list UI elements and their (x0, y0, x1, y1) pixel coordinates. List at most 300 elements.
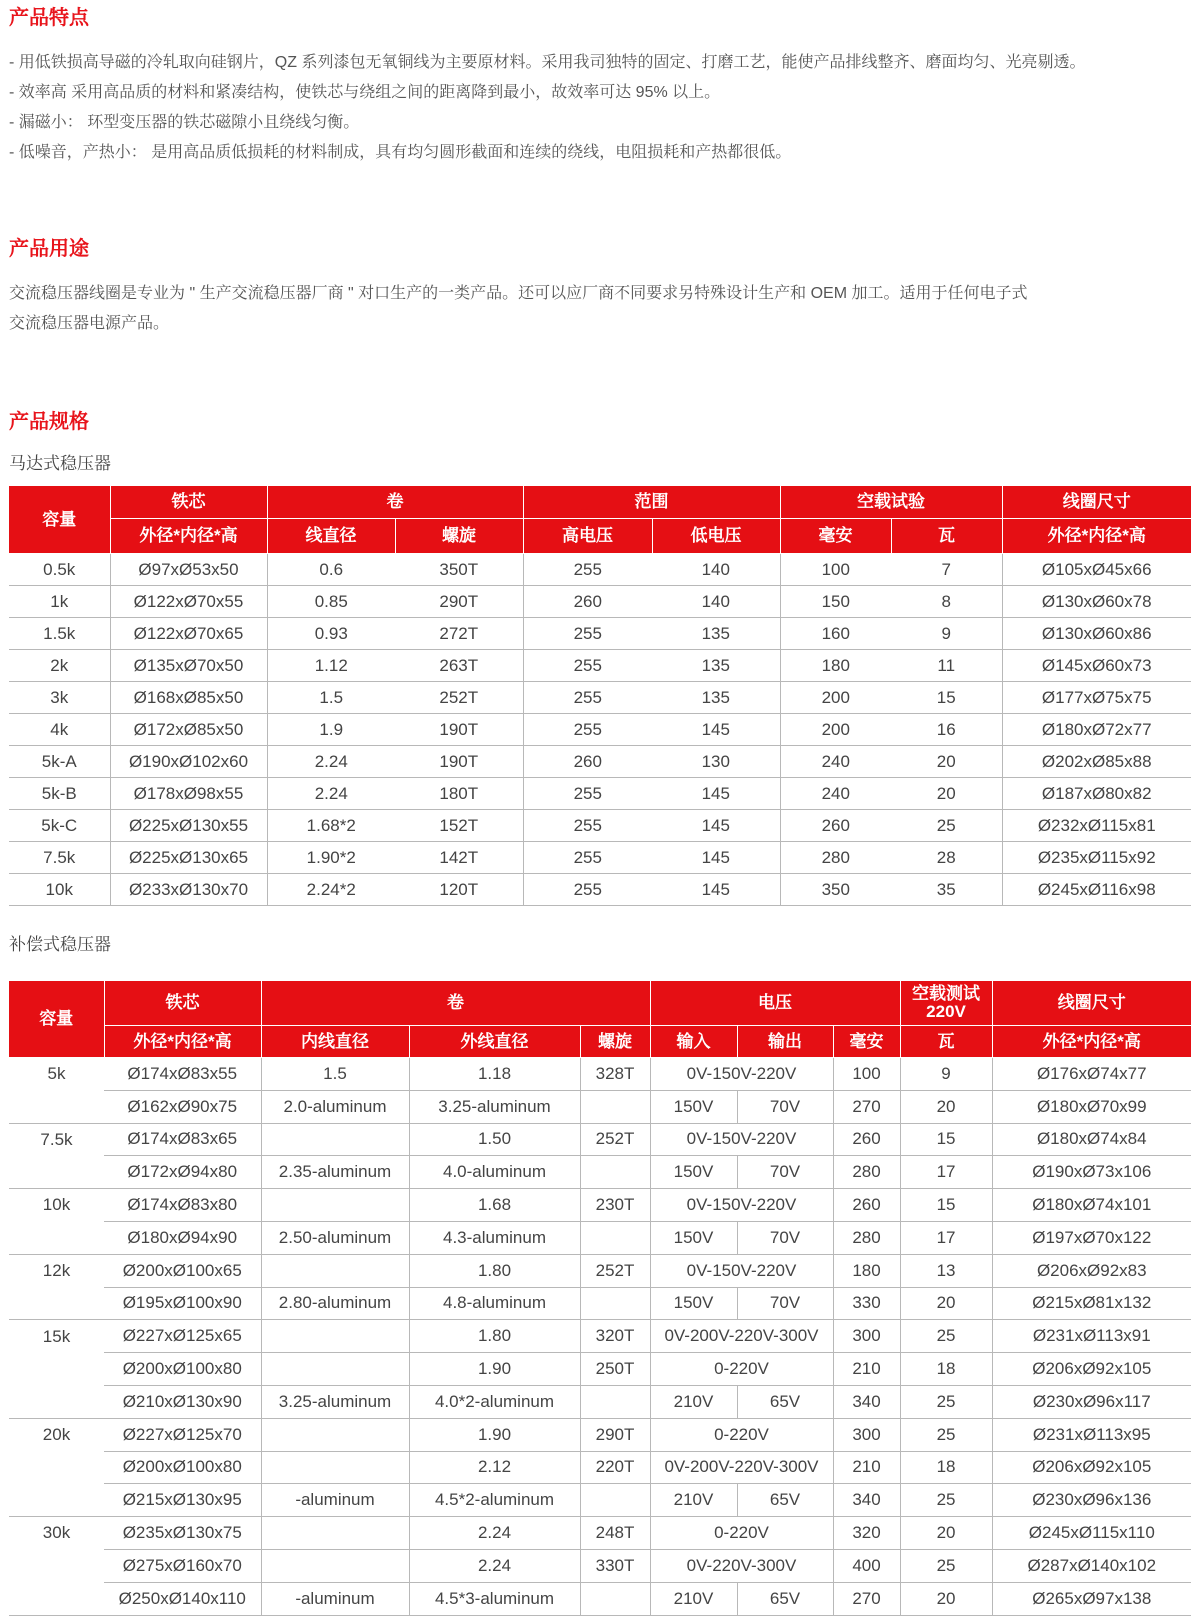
cell-input-voltage: 150V (650, 1221, 737, 1254)
features-title: 产品特点 (9, 7, 89, 29)
cell-low-voltage: 135 (652, 682, 780, 714)
table-row (9, 1156, 1191, 1189)
cell-turns: 252T (395, 682, 523, 714)
th-core: 铁芯 (110, 486, 267, 519)
cell-milliamp: 400 (833, 1549, 900, 1582)
cell-milliamp: 280 (833, 1156, 900, 1189)
cell-capacity: 20k (42, 1424, 71, 1444)
cell-outer-wire: 1.80 (409, 1320, 580, 1353)
motor-regulator-table (9, 486, 1191, 906)
cell-turns: 190T (395, 714, 523, 746)
cell-turns: 290T (580, 1418, 650, 1451)
cell-wire-diameter: 2.24*2 (267, 874, 395, 906)
cell-milliamp: 270 (833, 1090, 900, 1123)
cell-output-voltage: 65V (737, 1582, 833, 1615)
cell-coil-size: Ø105xØ45x66 (1002, 554, 1191, 586)
cell-milliamp: 320 (833, 1517, 900, 1550)
cell-milliamp: 240 (780, 778, 891, 810)
cell-watt: 20 (891, 778, 1002, 810)
cell-coil-size: Ø190xØ73x106 (992, 1156, 1191, 1189)
cell-output-voltage: 65V (737, 1484, 833, 1517)
cell-watt: 9 (900, 1058, 992, 1091)
th2-outer-wire: 外线直径 (409, 1026, 580, 1058)
cell-low-voltage: 140 (652, 554, 780, 586)
cell-milliamp: 300 (833, 1418, 900, 1451)
cell-core-dim: Ø172xØ94x80 (104, 1156, 261, 1189)
cell-capacity: 30k (42, 1523, 71, 1543)
cell-capacity: 7.5k (40, 1129, 73, 1149)
table-row (9, 618, 1191, 650)
cell-capacity: 1.5k (9, 618, 110, 650)
cell-milliamp: 280 (780, 842, 891, 874)
cell-voltage-range: 0-220V (650, 1517, 833, 1550)
cell-watt: 7 (891, 554, 1002, 586)
cell-core-dim: Ø135xØ70x50 (110, 650, 267, 682)
usage-text (9, 279, 1027, 339)
cell-outer-wire: 4.5*3-aluminum (409, 1582, 580, 1615)
th-core-dim: 外径*内径*高 (110, 519, 267, 554)
cell-turns (580, 1090, 650, 1123)
cell-capacity: 7.5k (9, 842, 110, 874)
cell-outer-wire: 4.8-aluminum (409, 1287, 580, 1320)
cell-milliamp: 160 (780, 618, 891, 650)
th-turns: 螺旋 (395, 519, 523, 554)
cell-low-voltage: 145 (652, 842, 780, 874)
features-list (9, 48, 1085, 168)
cell-outer-wire: 1.18 (409, 1058, 580, 1091)
cell-wire-diameter: 1.12 (267, 650, 395, 682)
cell-capacity: 2k (9, 650, 110, 682)
cell-coil-size: Ø197xØ70x122 (992, 1221, 1191, 1254)
cell-inner-wire: -aluminum (261, 1484, 409, 1517)
cell-inner-wire: -aluminum (261, 1582, 409, 1615)
cell-input-voltage: 210V (650, 1582, 737, 1615)
cell-milliamp: 100 (833, 1058, 900, 1091)
cell-coil-size: Ø130xØ60x86 (1002, 618, 1191, 650)
cell-output-voltage: 70V (737, 1156, 833, 1189)
cell-inner-wire: 1.5 (261, 1058, 409, 1091)
compensation-regulator-table (9, 981, 1191, 1616)
cell-core-dim: Ø200xØ100x80 (104, 1451, 261, 1484)
cell-wire-diameter: 0.93 (267, 618, 395, 650)
table-row (9, 1385, 1191, 1418)
cell-watt: 20 (900, 1287, 992, 1320)
cell-watt: 18 (900, 1353, 992, 1386)
cell-milliamp: 260 (833, 1123, 900, 1156)
cell-high-voltage: 255 (523, 650, 652, 682)
cell-coil-size: Ø177xØ75x75 (1002, 682, 1191, 714)
cell-capacity (9, 1484, 104, 1517)
cell-turns: 350T (395, 554, 523, 586)
cell-coil-size: Ø265xØ97x138 (992, 1582, 1191, 1615)
cell-capacity (9, 1385, 104, 1418)
cell-high-voltage: 260 (523, 586, 652, 618)
table-row (9, 1221, 1191, 1254)
cell-coil-size: Ø231xØ113x95 (992, 1418, 1191, 1451)
th-ma: 毫安 (780, 519, 891, 554)
th-size-dim: 外径*内径*高 (1002, 519, 1191, 554)
cell-capacity: 5k-A (9, 746, 110, 778)
specs-title: 产品规格 (9, 411, 89, 433)
th2-capacity: 容量 (9, 981, 104, 1058)
cell-capacity: 10k (42, 1195, 71, 1215)
cell-core-dim: Ø210xØ130x90 (104, 1385, 261, 1418)
cell-watt: 35 (891, 874, 1002, 906)
cell-milliamp: 200 (780, 714, 891, 746)
cell-wire-diameter: 0.6 (267, 554, 395, 586)
cell-turns (580, 1582, 650, 1615)
cell-outer-wire: 1.90 (409, 1418, 580, 1451)
cell-core-dim: Ø162xØ90x75 (104, 1090, 261, 1123)
cell-coil-size: Ø215xØ81x132 (992, 1287, 1191, 1320)
cell-core-dim: Ø168xØ85x50 (110, 682, 267, 714)
cell-capacity: 5k-B (9, 778, 110, 810)
table-row (9, 1189, 1191, 1222)
cell-coil-size: Ø202xØ85x88 (1002, 746, 1191, 778)
cell-turns: 250T (580, 1353, 650, 1386)
cell-turns: 252T (580, 1123, 650, 1156)
cell-capacity (9, 1287, 104, 1320)
cell-high-voltage: 255 (523, 618, 652, 650)
cell-inner-wire: 2.35-aluminum (261, 1156, 409, 1189)
cell-outer-wire: 4.0*2-aluminum (409, 1385, 580, 1418)
cell-high-voltage: 255 (523, 810, 652, 842)
cell-voltage-range: 0-220V (650, 1353, 833, 1386)
cell-high-voltage: 260 (523, 746, 652, 778)
cell-wire-diameter: 0.85 (267, 586, 395, 618)
th2-watt: 瓦 (900, 1026, 992, 1058)
table-row (9, 1090, 1191, 1123)
cell-input-voltage: 210V (650, 1484, 737, 1517)
cell-capacity (9, 1549, 104, 1582)
usage-title: 产品用途 (9, 238, 89, 260)
cell-low-voltage: 145 (652, 874, 780, 906)
cell-milliamp: 340 (833, 1484, 900, 1517)
cell-coil-size: Ø245xØ116x98 (1002, 874, 1191, 906)
table-row (9, 1451, 1191, 1484)
cell-inner-wire (261, 1418, 409, 1451)
cell-milliamp: 260 (833, 1189, 900, 1222)
cell-milliamp: 180 (833, 1254, 900, 1287)
th2-noload-line1: 空载测试 (912, 984, 981, 1003)
cell-watt: 25 (900, 1418, 992, 1451)
cell-turns: 120T (395, 874, 523, 906)
cell-coil-size: Ø230xØ96x117 (992, 1385, 1191, 1418)
cell-capacity: 5k-C (9, 810, 110, 842)
th2-noload (900, 981, 992, 1026)
th2-noload-line2: 220V (926, 1002, 966, 1021)
cell-inner-wire: 2.80-aluminum (261, 1287, 409, 1320)
cell-high-voltage: 255 (523, 682, 652, 714)
cell-output-voltage: 65V (737, 1385, 833, 1418)
cell-milliamp: 150 (780, 586, 891, 618)
th-low-voltage: 低电压 (652, 519, 780, 554)
cell-coil-size: Ø180xØ72x77 (1002, 714, 1191, 746)
cell-high-voltage: 255 (523, 874, 652, 906)
cell-milliamp: 200 (780, 682, 891, 714)
cell-voltage-range: 0V-220V-300V (650, 1549, 833, 1582)
cell-outer-wire: 3.25-aluminum (409, 1090, 580, 1123)
cell-milliamp: 280 (833, 1221, 900, 1254)
th2-turns: 螺旋 (580, 1026, 650, 1058)
th2-core: 铁芯 (104, 981, 261, 1026)
cell-capacity: 15k (42, 1326, 71, 1346)
cell-core-dim: Ø225xØ130x55 (110, 810, 267, 842)
table-row (9, 650, 1191, 682)
cell-wire-diameter: 1.68*2 (267, 810, 395, 842)
cell-inner-wire (261, 1254, 409, 1287)
table-row (9, 682, 1191, 714)
cell-turns: 328T (580, 1058, 650, 1091)
cell-coil-size: Ø145xØ60x73 (1002, 650, 1191, 682)
cell-inner-wire (261, 1320, 409, 1353)
cell-voltage-range: 0V-150V-220V (650, 1254, 833, 1287)
cell-core-dim: Ø97xØ53x50 (110, 554, 267, 586)
cell-input-voltage: 210V (650, 1385, 737, 1418)
cell-turns: 272T (395, 618, 523, 650)
th-high-voltage: 高电压 (523, 519, 652, 554)
cell-high-voltage: 255 (523, 554, 652, 586)
cell-capacity (9, 1090, 104, 1123)
cell-core-dim: Ø195xØ100x90 (104, 1287, 261, 1320)
th2-output: 输出 (737, 1026, 833, 1058)
cell-core-dim: Ø180xØ94x90 (104, 1221, 261, 1254)
feature-line: - 效率高 采用高品质的材料和紧凑结构，使铁芯与绕组之间的距离降到最小，故效率可达 95% 以上。 (9, 84, 721, 101)
cell-inner-wire: 3.25-aluminum (261, 1385, 409, 1418)
table-row (9, 1287, 1191, 1320)
th-size: 线圈尺寸 (1002, 486, 1191, 519)
table-row (9, 1320, 1191, 1353)
cell-capacity: 10k (9, 874, 110, 906)
table-row (9, 1123, 1191, 1156)
cell-low-voltage: 130 (652, 746, 780, 778)
feature-line: - 用低铁损高导磁的冷轧取向硅钢片，QZ 系列漆包无氧铜线为主要原材料。采用我司独特的固定、打磨工艺，能使产品排线整齐、磨面均匀、光亮剔透。 (9, 54, 1086, 71)
cell-core-dim: Ø227xØ125x70 (104, 1418, 261, 1451)
table1-caption: 马达式稳压器 (9, 454, 111, 473)
cell-wire-diameter: 1.9 (267, 714, 395, 746)
cell-core-dim: Ø250xØ140x110 (104, 1582, 261, 1615)
table-row (9, 1582, 1191, 1615)
cell-output-voltage: 70V (737, 1221, 833, 1254)
table-row (9, 1254, 1191, 1287)
cell-high-voltage: 255 (523, 714, 652, 746)
cell-turns: 220T (580, 1451, 650, 1484)
cell-outer-wire: 2.24 (409, 1549, 580, 1582)
feature-line: - 低噪音，产热小： 是用高品质低损耗的材料制成，具有均匀圆形截面和连续的绕线，电阻损耗和产热都很低。 (9, 144, 792, 161)
table-row (9, 1517, 1191, 1550)
th2-ma: 毫安 (833, 1026, 900, 1058)
cell-voltage-range: 0V-150V-220V (650, 1058, 833, 1091)
cell-capacity: 3k (9, 682, 110, 714)
cell-watt: 25 (900, 1549, 992, 1582)
table-row (9, 1549, 1191, 1582)
cell-milliamp: 240 (780, 746, 891, 778)
table-row (9, 586, 1191, 618)
cell-capacity: 0.5k (9, 554, 110, 586)
cell-outer-wire: 1.90 (409, 1353, 580, 1386)
cell-outer-wire: 1.50 (409, 1123, 580, 1156)
cell-turns: 248T (580, 1517, 650, 1550)
cell-coil-size: Ø230xØ96x136 (992, 1484, 1191, 1517)
cell-watt: 20 (900, 1517, 992, 1550)
th2-voltage: 电压 (650, 981, 900, 1026)
cell-turns (580, 1221, 650, 1254)
cell-output-voltage: 70V (737, 1090, 833, 1123)
cell-inner-wire (261, 1451, 409, 1484)
cell-milliamp: 330 (833, 1287, 900, 1320)
table-row (9, 746, 1191, 778)
cell-wire-diameter: 2.24 (267, 778, 395, 810)
cell-inner-wire (261, 1353, 409, 1386)
cell-milliamp: 350 (780, 874, 891, 906)
th2-input: 输入 (650, 1026, 737, 1058)
cell-high-voltage: 255 (523, 778, 652, 810)
cell-watt: 17 (900, 1221, 992, 1254)
cell-capacity: 5k (47, 1064, 66, 1084)
cell-watt: 8 (891, 586, 1002, 618)
cell-core-dim: Ø235xØ130x75 (104, 1517, 261, 1550)
cell-coil-size: Ø232xØ115x81 (1002, 810, 1191, 842)
cell-capacity (9, 1582, 104, 1615)
cell-outer-wire: 1.80 (409, 1254, 580, 1287)
cell-watt: 15 (900, 1123, 992, 1156)
th2-size: 线圈尺寸 (992, 981, 1191, 1026)
cell-milliamp: 300 (833, 1320, 900, 1353)
table-row (9, 1484, 1191, 1517)
cell-watt: 16 (891, 714, 1002, 746)
cell-capacity (9, 1221, 104, 1254)
cell-outer-wire: 2.24 (409, 1517, 580, 1550)
cell-inner-wire (261, 1549, 409, 1582)
table-row (9, 842, 1191, 874)
cell-coil-size: Ø231xØ113x91 (992, 1320, 1191, 1353)
cell-core-dim: Ø215xØ130x95 (104, 1484, 261, 1517)
cell-watt: 20 (900, 1090, 992, 1123)
cell-low-voltage: 140 (652, 586, 780, 618)
cell-core-dim: Ø233xØ130x70 (110, 874, 267, 906)
cell-watt: 15 (900, 1189, 992, 1222)
th2-size-dim: 外径*内径*高 (992, 1026, 1191, 1058)
cell-milliamp: 270 (833, 1582, 900, 1615)
table2-caption: 补偿式稳压器 (9, 935, 111, 954)
cell-coil-size: Ø287xØ140x102 (992, 1549, 1191, 1582)
cell-milliamp: 100 (780, 554, 891, 586)
cell-turns: 252T (580, 1254, 650, 1287)
cell-watt: 13 (900, 1254, 992, 1287)
cell-capacity (9, 1451, 104, 1484)
cell-watt: 17 (900, 1156, 992, 1189)
cell-watt: 25 (900, 1385, 992, 1418)
cell-core-dim: Ø174xØ83x55 (104, 1058, 261, 1091)
cell-wire-diameter: 1.90*2 (267, 842, 395, 874)
cell-watt: 15 (891, 682, 1002, 714)
cell-capacity (9, 1156, 104, 1189)
cell-core-dim: Ø200xØ100x65 (104, 1254, 261, 1287)
cell-watt: 9 (891, 618, 1002, 650)
usage-line: 交流稳压器线圈是专业为 " 生产交流稳压器厂商 " 对口生产的一类产品。还可以应厂商不同要求另特殊设计生产和 OEM 加工。适用于任何电子式 (9, 285, 1028, 302)
cell-capacity: 1k (9, 586, 110, 618)
cell-low-voltage: 145 (652, 810, 780, 842)
cell-turns (580, 1287, 650, 1320)
th2-coil: 卷 (261, 981, 650, 1026)
table-row (9, 874, 1191, 906)
cell-turns (580, 1385, 650, 1418)
cell-milliamp: 340 (833, 1385, 900, 1418)
cell-voltage-range: 0V-150V-220V (650, 1123, 833, 1156)
cell-milliamp: 260 (780, 810, 891, 842)
cell-outer-wire: 4.3-aluminum (409, 1221, 580, 1254)
cell-coil-size: Ø180xØ70x99 (992, 1090, 1191, 1123)
cell-coil-size: Ø206xØ92x105 (992, 1451, 1191, 1484)
cell-output-voltage: 70V (737, 1287, 833, 1320)
cell-inner-wire (261, 1123, 409, 1156)
cell-outer-wire: 4.5*2-aluminum (409, 1484, 580, 1517)
cell-core-dim: Ø227xØ125x65 (104, 1320, 261, 1353)
cell-wire-diameter: 2.24 (267, 746, 395, 778)
table-row (9, 714, 1191, 746)
cell-inner-wire (261, 1189, 409, 1222)
cell-low-voltage: 135 (652, 618, 780, 650)
cell-watt: 25 (900, 1320, 992, 1353)
cell-voltage-range: 0V-200V-220V-300V (650, 1451, 833, 1484)
cell-core-dim: Ø122xØ70x65 (110, 618, 267, 650)
cell-capacity: 4k (9, 714, 110, 746)
table-row (9, 1418, 1191, 1451)
cell-coil-size: Ø235xØ115x92 (1002, 842, 1191, 874)
cell-input-voltage: 150V (650, 1156, 737, 1189)
cell-turns: 263T (395, 650, 523, 682)
table-row (9, 1353, 1191, 1386)
table-row (9, 778, 1191, 810)
th-coil: 卷 (267, 486, 523, 519)
th2-core-dim: 外径*内径*高 (104, 1026, 261, 1058)
cell-watt: 18 (900, 1451, 992, 1484)
table-row (9, 810, 1191, 842)
feature-line: - 漏磁小： 环型变压器的铁芯磁隙小且绕线匀衡。 (9, 114, 360, 131)
th2-inner-wire: 内线直径 (261, 1026, 409, 1058)
cell-watt: 20 (891, 746, 1002, 778)
cell-watt: 25 (891, 810, 1002, 842)
cell-turns (580, 1156, 650, 1189)
cell-core-dim: Ø174xØ83x65 (104, 1123, 261, 1156)
cell-wire-diameter: 1.5 (267, 682, 395, 714)
cell-core-dim: Ø174xØ83x80 (104, 1189, 261, 1222)
cell-core-dim: Ø275xØ160x70 (104, 1549, 261, 1582)
cell-inner-wire (261, 1517, 409, 1550)
cell-turns: 142T (395, 842, 523, 874)
cell-voltage-range: 0-220V (650, 1418, 833, 1451)
cell-high-voltage: 255 (523, 842, 652, 874)
cell-outer-wire: 2.12 (409, 1451, 580, 1484)
cell-core-dim: Ø200xØ100x80 (104, 1353, 261, 1386)
cell-turns (580, 1484, 650, 1517)
cell-inner-wire: 2.0-aluminum (261, 1090, 409, 1123)
cell-low-voltage: 145 (652, 778, 780, 810)
usage-line: 交流稳压器电源产品。 (9, 315, 170, 332)
cell-coil-size: Ø180xØ74x84 (992, 1123, 1191, 1156)
cell-capacity (9, 1353, 104, 1386)
table-row (9, 554, 1191, 586)
cell-turns: 180T (395, 778, 523, 810)
cell-coil-size: Ø130xØ60x78 (1002, 586, 1191, 618)
cell-inner-wire: 2.50-aluminum (261, 1221, 409, 1254)
cell-milliamp: 180 (780, 650, 891, 682)
cell-turns: 330T (580, 1549, 650, 1582)
cell-turns: 230T (580, 1189, 650, 1222)
cell-turns: 152T (395, 810, 523, 842)
cell-turns: 290T (395, 586, 523, 618)
cell-core-dim: Ø122xØ70x55 (110, 586, 267, 618)
